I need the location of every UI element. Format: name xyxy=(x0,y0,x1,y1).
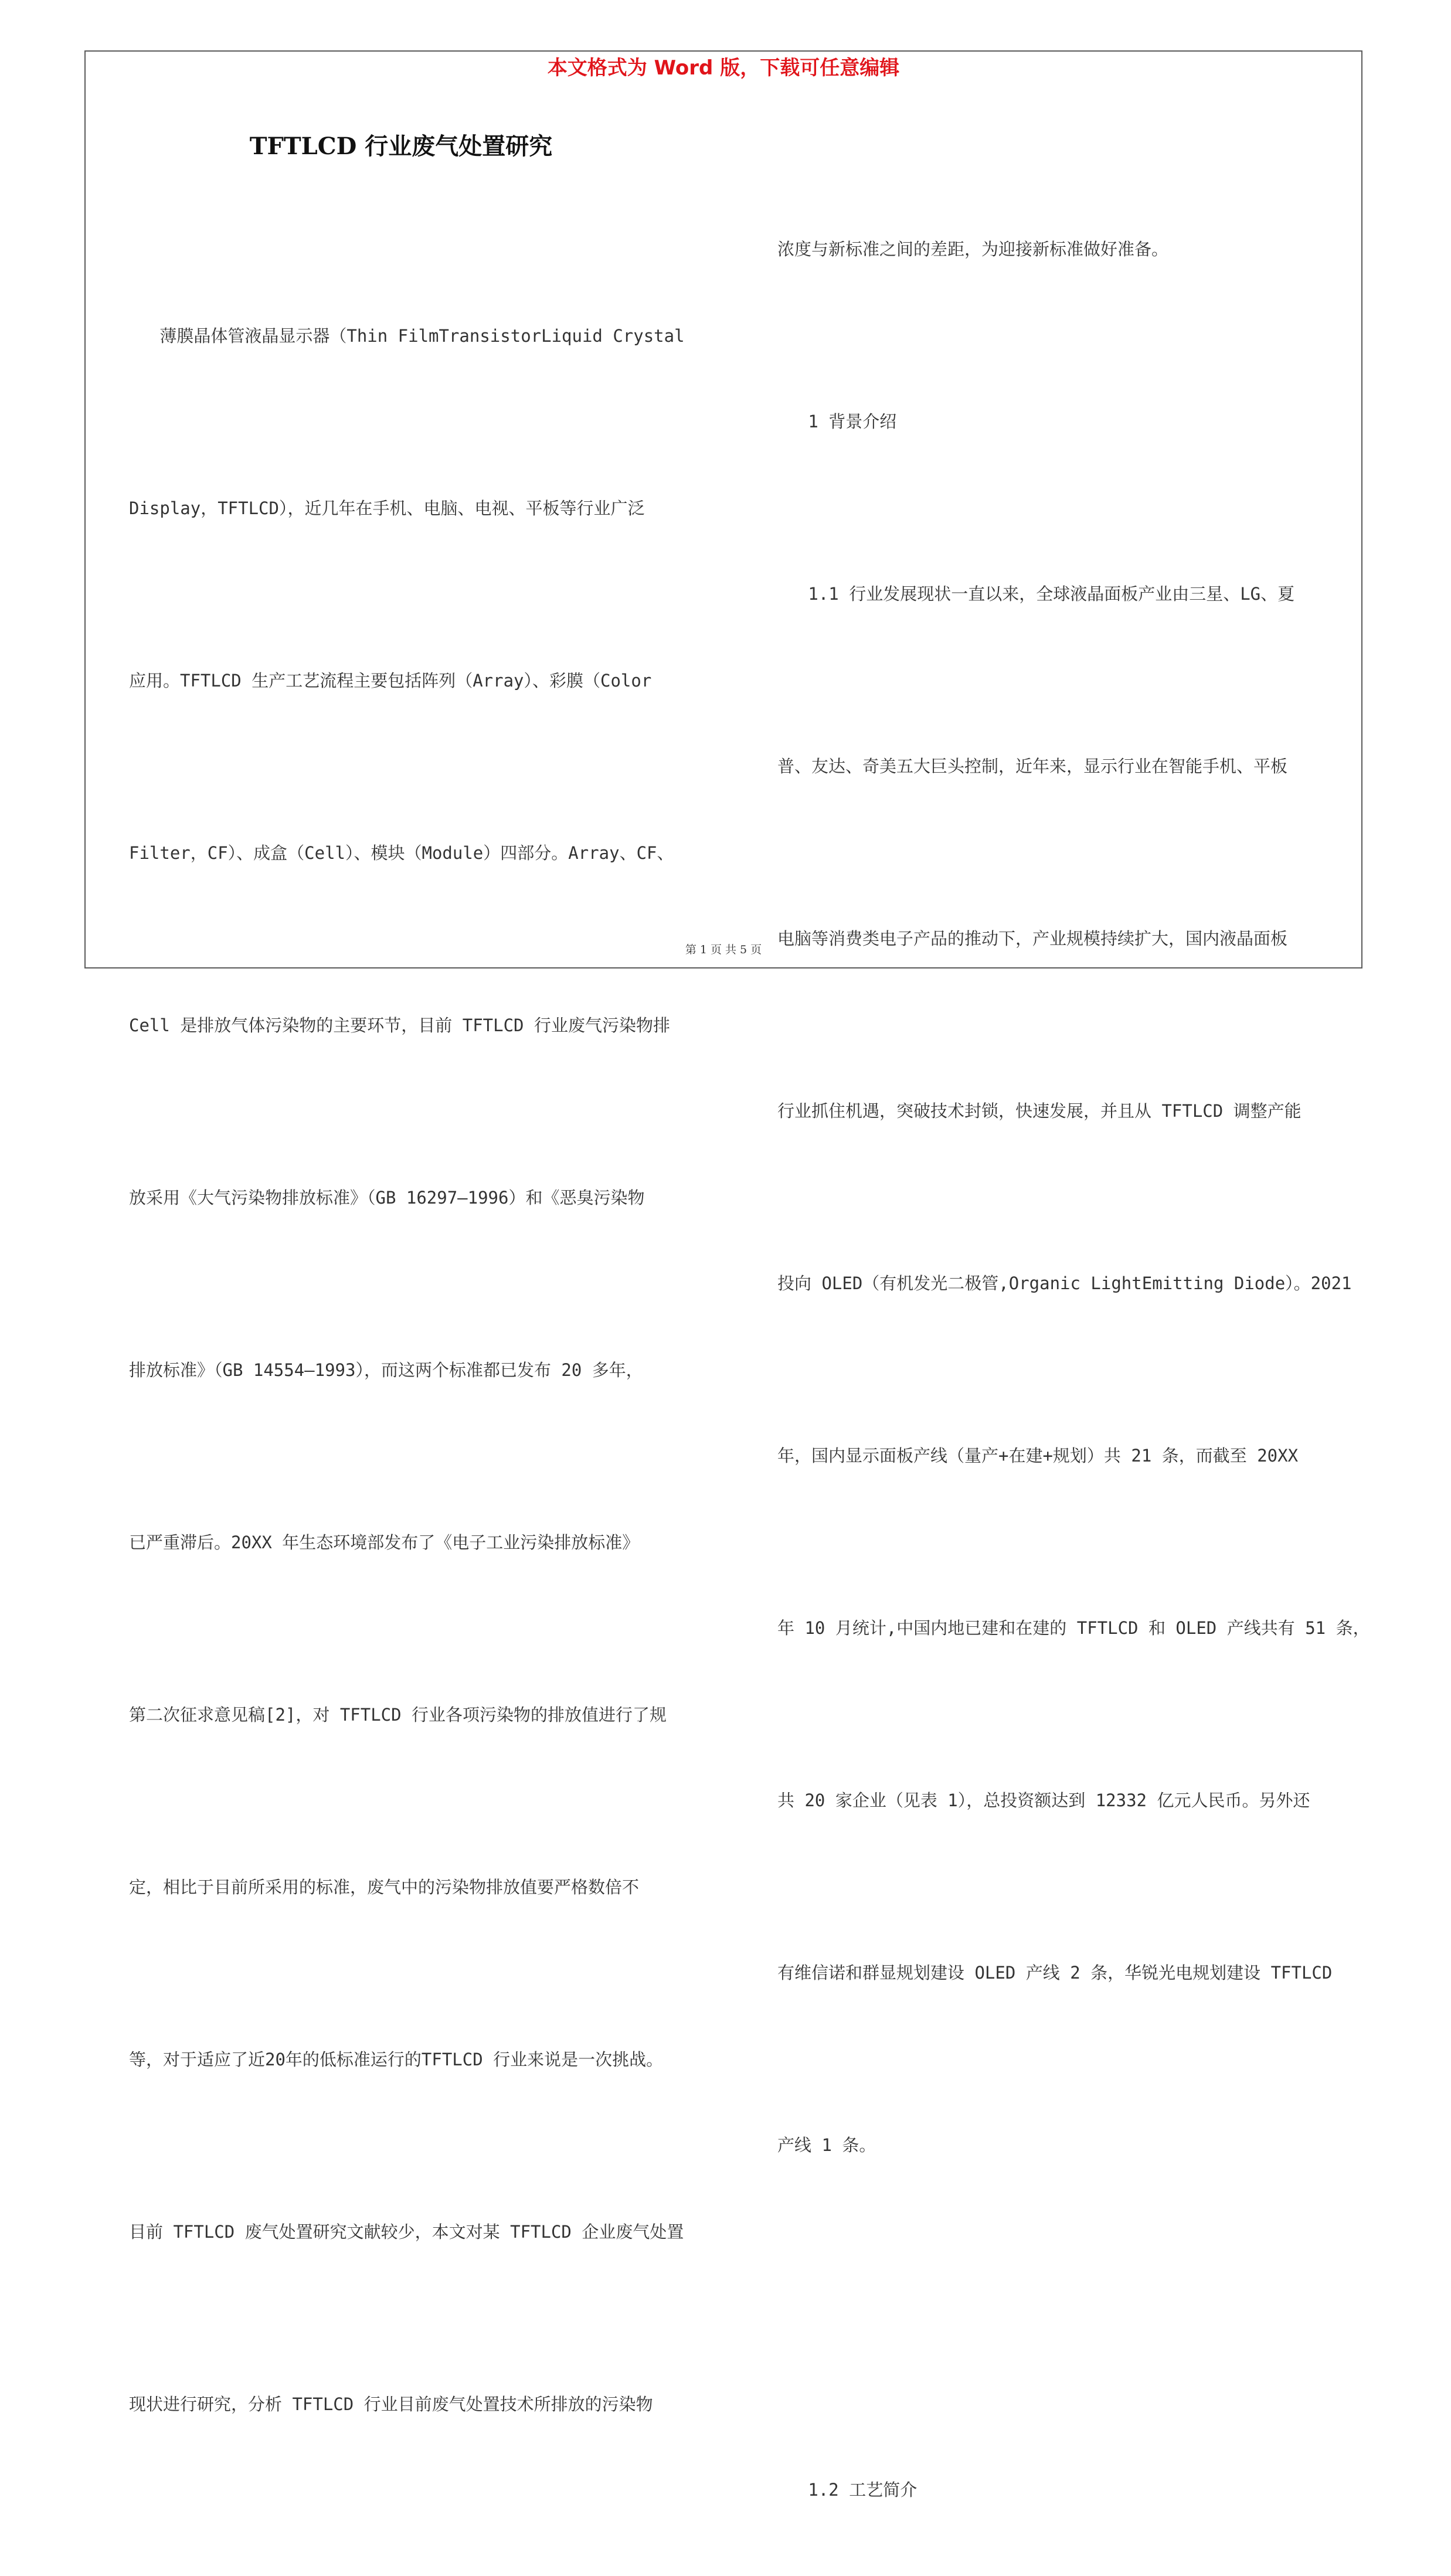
body-line: 薄膜晶体管液晶显示器（Thin FilmTransistorLiquid Crystal xyxy=(129,326,685,346)
left-column xyxy=(129,192,685,2490)
body-line: 电脑等消费类电子产品的推动下，产业规模持续扩大，国内液晶面板 xyxy=(777,929,1288,949)
word-format-banner: 本文格式为 Word 版，下载可任意编辑 xyxy=(547,56,900,80)
body-line: 放采用《大气污染物排放标准》（GB 16297—1996）和《恶臭污染物 xyxy=(129,1188,645,1208)
body-line: 普、友达、奇美五大巨头控制，近年来，显示行业在智能手机、平板 xyxy=(777,756,1288,776)
body-line: 定，相比于目前所采用的标准，废气中的污染物排放值要严格数倍不 xyxy=(129,1877,640,1897)
body-line: 等，对于适应了近20年的低标准运行的TFTLCD 行业来说是一次挑战。 xyxy=(129,2050,664,2069)
body-line: 排放标准》（GB 14554—1993），而这两个标准都已发布 20 多年， xyxy=(129,1360,643,1380)
body-line: 应用。TFTLCD 生产工艺流程主要包括阵列（Array）、彩膜（Color xyxy=(129,671,652,691)
body-line: 目前 TFTLCD 废气处置研究文献较少，本文对某 TFTLCD 企业废气处置 xyxy=(129,2222,684,2242)
body-line: 年，国内显示面板产线（量产+在建+规划）共 21 条，而截至 20XX xyxy=(777,1446,1299,1466)
body-line: 产线 1 条。 xyxy=(777,2135,876,2155)
body-line: Display，TFTLCD），近几年在手机、电脑、电视、平板等行业广泛 xyxy=(129,498,645,518)
body-line: 共 20 家企业（见表 1），总投资额达到 12332 亿元人民币。另外还 xyxy=(777,1790,1310,1810)
body-line: Filter，CF）、成盒（Cell）、模块（Module）四部分。Array、CF、 xyxy=(129,843,674,863)
body-line: Cell 是排放气体污染物的主要环节，目前 TFTLCD 行业废气污染物排 xyxy=(129,1015,670,1035)
page-number-footer: 第 1 页 共 5 页 xyxy=(685,943,762,956)
section-heading: 1.2 工艺简介 xyxy=(777,2480,918,2500)
document-title: TFTLCD 行业废气处置研究 xyxy=(249,132,553,160)
body-line: 行业抓住机遇，突破技术封锁，快速发展，并且从 TFTLCD 调整产能 xyxy=(777,1101,1302,1121)
paragraph-gap xyxy=(777,2289,1370,2346)
right-column xyxy=(777,106,1370,2576)
body-line: 1.1 行业发展现状一直以来，全球液晶面板产业由三星、LG、夏 xyxy=(777,584,1295,604)
body-line: 投向 OLED（有机发光二极管,Organic LightEmitting Diode）。2021 xyxy=(777,1273,1352,1293)
body-line: 现状进行研究，分析 TFTLCD 行业目前废气处置技术所排放的污染物 xyxy=(129,2394,653,2414)
body-line: 第二次征求意见稿[2]，对 TFTLCD 行业各项污染物的排放值进行了规 xyxy=(129,1705,667,1725)
section-heading: 1 背景介绍 xyxy=(777,412,897,431)
body-line: 有维信诺和群显规划建设 OLED 产线 2 条，华锐光电规划建设 TFTLCD xyxy=(777,1963,1333,1983)
body-line: 年 10 月统计,中国内地已建和在建的 TFTLCD 和 OLED 产线共有 51 条， xyxy=(777,1618,1370,1638)
body-line: 已严重滞后。20XX 年生态环境部发布了《电子工业污染排放标准》 xyxy=(129,1532,640,1552)
body-line: 浓度与新标准之间的差距，为迎接新标准做好准备。 xyxy=(777,239,1169,259)
